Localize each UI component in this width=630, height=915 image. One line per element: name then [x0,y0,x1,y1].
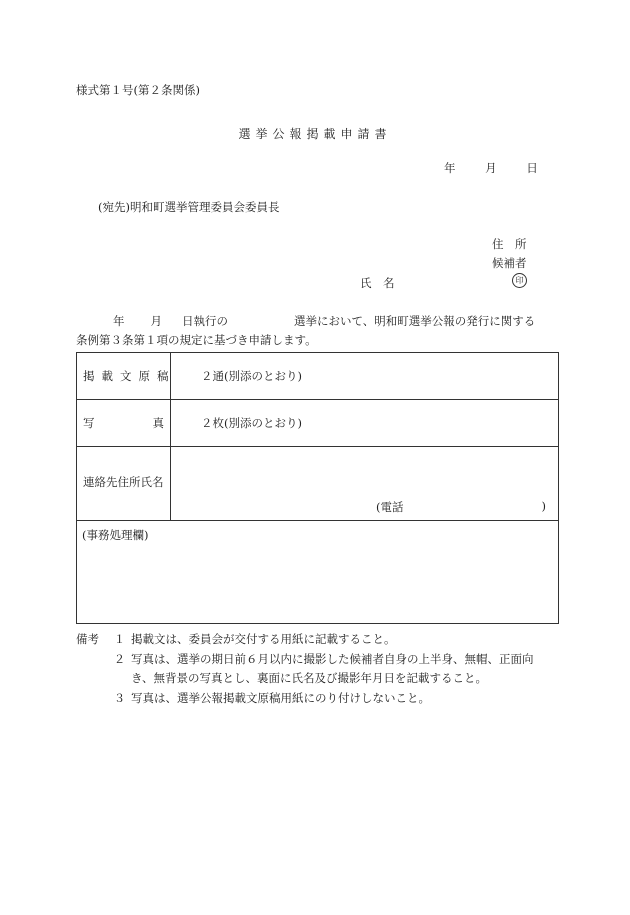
statement-body-line-1: 選挙において、明和町選挙公報の発行に関する [294,314,536,328]
date-day: 日 [526,161,538,175]
statement-day-executed: 日執行の [182,314,228,328]
note-item [76,650,551,689]
notes [76,630,551,708]
phone-line [376,499,546,515]
photo-label-left: 写 [83,416,95,430]
document-title: 選挙公報掲載申請書 [238,127,392,141]
date-month: 月 [485,161,497,175]
table-row-office [77,521,558,623]
note-number: １ [113,632,126,646]
photo-label-right: 真 [152,416,164,430]
sender-role-label: 候補者 [492,256,527,270]
statement-month: 月 [150,314,162,328]
note-number: ３ [113,690,126,705]
addressee: (宛先)明和町選挙管理委員会委員長 [98,200,280,214]
note-number: ２ [113,651,126,666]
date-year: 年 [444,161,456,175]
notes-head: 備考 [76,632,99,646]
photo-value: ２枚(別添のとおり) [201,416,302,430]
table-row-contact [77,447,558,521]
statement-body-line-2: 条例第３条第１項の規定に基づき申請します。 [76,333,317,347]
seal-icon: 印 [512,273,527,288]
statement-line-1 [76,312,556,331]
office-use-label: (事務処理欄) [82,528,149,542]
date-line [444,160,538,176]
table-row-manuscript [77,353,558,400]
contact-label: 連絡先住所氏名 [77,447,171,520]
sender-name-label: 氏 名 [360,276,395,290]
manuscript-label: 掲載文原稿 [77,353,171,399]
statement [76,312,556,350]
note-item [76,630,551,650]
statement-year: 年 [113,314,125,328]
contact-value [171,447,558,520]
photo-label [77,400,171,446]
phone-open: (電話 [376,500,404,514]
note-item [76,689,551,709]
sender-address-label: 住 所 [492,237,527,251]
table-row-photo [77,400,558,447]
note-text: 掲載文は、委員会が交付する用紙に記載すること。 [131,632,396,646]
application-table [76,352,559,624]
phone-close: ) [541,499,546,513]
note-text: 写真は、選挙公報掲載文原稿用紙にのり付けしないこと。 [131,690,430,705]
form-number: 様式第１号(第２条関係) [76,83,200,97]
note-text: 写真は、選挙の期日前６月以内に撮影した候補者自身の上半身、無帽、正面向き、無背景の写真とし、裏面に氏名及び撮影年月日を記載すること。 [131,651,534,685]
manuscript-value: ２通(別添のとおり) [201,369,302,383]
